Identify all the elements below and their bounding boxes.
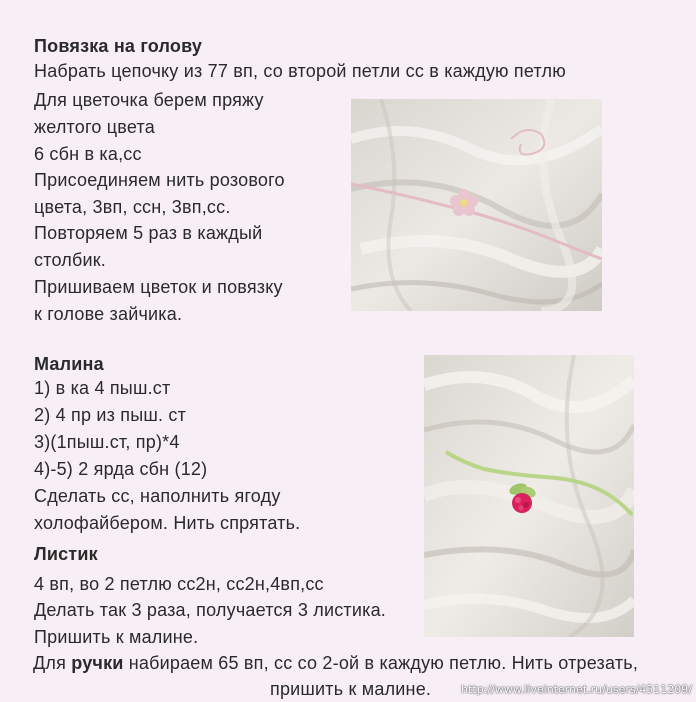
handles-line-2: пришить к малине. (270, 679, 432, 699)
handles-line (33, 650, 638, 676)
headband-line: столбик. (34, 250, 107, 270)
headband-intro: Набрать цепочку из 77 вп, со второй петли сс в каждую петлю (34, 61, 566, 81)
handles-rest: набираем 65 вп, сс со 2-ой в каждую петлю. Нить отрезать, (123, 653, 639, 673)
raspberry-title: Малина (34, 354, 104, 374)
raspberry-line: 3)(1пыш.ст, пр)*4 (34, 432, 180, 452)
handles-prefix: Для (33, 653, 72, 673)
headband-line: Пришиваем цветок и повязку (34, 277, 283, 297)
leaf-line: Делать так 3 раза, получается 3 листика. (34, 600, 386, 620)
headband-photo (351, 99, 602, 311)
headband-line: Для цветочка берем пряжу (34, 90, 264, 110)
raspberry-line: 4)-5) 2 ярда сбн (12) (34, 459, 208, 479)
handles-bold: ручки (71, 653, 124, 673)
headband-line: Повторяем 5 раз в каждый (34, 223, 263, 243)
raspberry-line: 1) в ка 4 пыш.ст (34, 378, 171, 398)
headband-line: желтого цвета (34, 117, 155, 137)
headband-line: 6 сбн в ка,сс (34, 144, 142, 164)
leaf-title: Листик (34, 544, 98, 564)
raspberry-photo (424, 355, 634, 637)
watermark: http://www.liveinternet.ru/users/4511209/ (461, 683, 692, 696)
headband-line: к голове зайчика. (34, 304, 183, 324)
leaf-line: Пришить к малине. (34, 627, 199, 647)
raspberry-line: Сделать сс, наполнить ягоду (34, 486, 281, 506)
headband-title: Повязка на голову (34, 36, 203, 56)
raspberry-line: 2) 4 пр из пыш. ст (34, 405, 187, 425)
raspberry-line: холофайбером. Нить спрятать. (34, 513, 301, 533)
headband-line: цвета, 3вп, ссн, 3вп,сс. (34, 197, 231, 217)
leaf-line: 4 вп, во 2 петлю сс2н, сс2н,4вп,сс (34, 574, 324, 594)
headband-line: Присоединяем нить розового (34, 170, 285, 190)
